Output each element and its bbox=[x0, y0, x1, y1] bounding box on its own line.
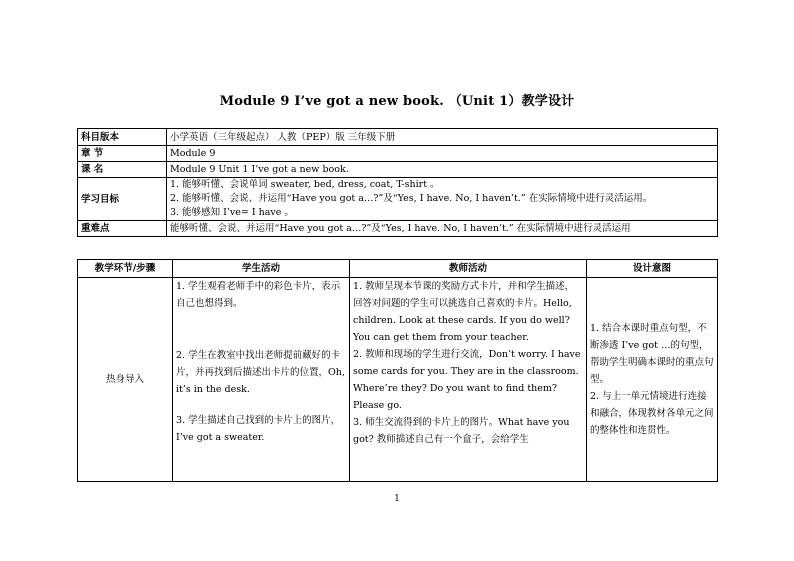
header-stage: 教学环节/步骤 bbox=[78, 260, 173, 278]
subject-value: 小学英语（三年级起点） 人教（PEP）版 三年级下册 bbox=[167, 129, 718, 146]
lesson-plan-table bbox=[77, 259, 718, 482]
goal-item: 2. 能够听懂、会说、并运用“Have you got a…?”及“Yes, I have. No, I haven’t.” 在实际情境中进行灵活运用。 bbox=[170, 193, 653, 204]
document-title: Module 9 I’ve got a new book. （Unit 1）教学设计 bbox=[219, 94, 575, 109]
student-activity-cell bbox=[173, 278, 350, 482]
student-step: 3. 学生描述自己找到的卡片上的图片，I’ve got a sweater. bbox=[176, 415, 341, 443]
chapter-value: Module 9 bbox=[167, 146, 718, 162]
header-teacher-activity: 教师活动 bbox=[350, 260, 587, 278]
stage-cell: 热身导入 bbox=[78, 278, 173, 482]
header-design-intent: 设计意图 bbox=[587, 260, 718, 278]
lesson-name-value: Module 9 Unit 1 I’ve got a new book. bbox=[167, 162, 718, 178]
key-points-value: 能够听懂、会说、并运用“Have you got a…?”及“Yes, I have. No, I haven’t.” 在实际情境中进行灵活运用 bbox=[167, 221, 718, 237]
subject-label: 科目版本 bbox=[78, 129, 167, 146]
page-number: 1 bbox=[394, 494, 400, 504]
student-step: 1. 学生观看老师手中的彩色卡片，表示自己也想得到。 bbox=[176, 281, 341, 309]
teacher-step: 2. 教师和现场的学生进行交流，Don’t worry. I have some cards for you. They are in the classroom. Where’re they? Do you want to find them? Please go. bbox=[353, 349, 581, 411]
goal-item: 1. 能够听懂、会说单词 sweater, bed, dress, coat, T-shirt 。 bbox=[170, 179, 440, 190]
intent-item: 1. 结合本课时重点句型，不断渗透 I’ve got …的句型，帮助学生明确本课时的重点句型。 bbox=[590, 323, 714, 385]
student-step: 2. 学生在教室中找出老师提前藏好的卡片，并再找到后描述出卡片的位置，Oh, it’s in the desk. bbox=[176, 350, 345, 395]
chapter-label: 章 节 bbox=[78, 146, 167, 162]
goals-list bbox=[167, 178, 718, 221]
goal-item: 3. 能够感知 I’ve= I have 。 bbox=[170, 207, 294, 218]
key-points-label: 重难点 bbox=[78, 221, 167, 237]
header-student-activity: 学生活动 bbox=[173, 260, 350, 278]
lesson-name-label: 课 名 bbox=[78, 162, 167, 178]
design-intent-cell bbox=[587, 278, 718, 482]
teacher-step: 1. 教师呈现本节课的奖励方式卡片，并和学生描述，回答对问题的学生可以挑选自己喜欢的卡片。Hello, children. Look at these cards. If you do well? You can get them from your teacher. bbox=[353, 281, 575, 343]
goals-label: 学习目标 bbox=[78, 178, 167, 221]
intent-item: 2. 与上一单元情境进行连接和融合，体现教材各单元之间的整体性和连贯性。 bbox=[590, 391, 714, 436]
teacher-activity-cell bbox=[350, 278, 587, 482]
teacher-step: 3. 师生交流得到的卡片上的图片。What have you got? 教师描述自己有一个盒子，会给学生 bbox=[353, 417, 570, 445]
course-info-table bbox=[77, 128, 718, 237]
